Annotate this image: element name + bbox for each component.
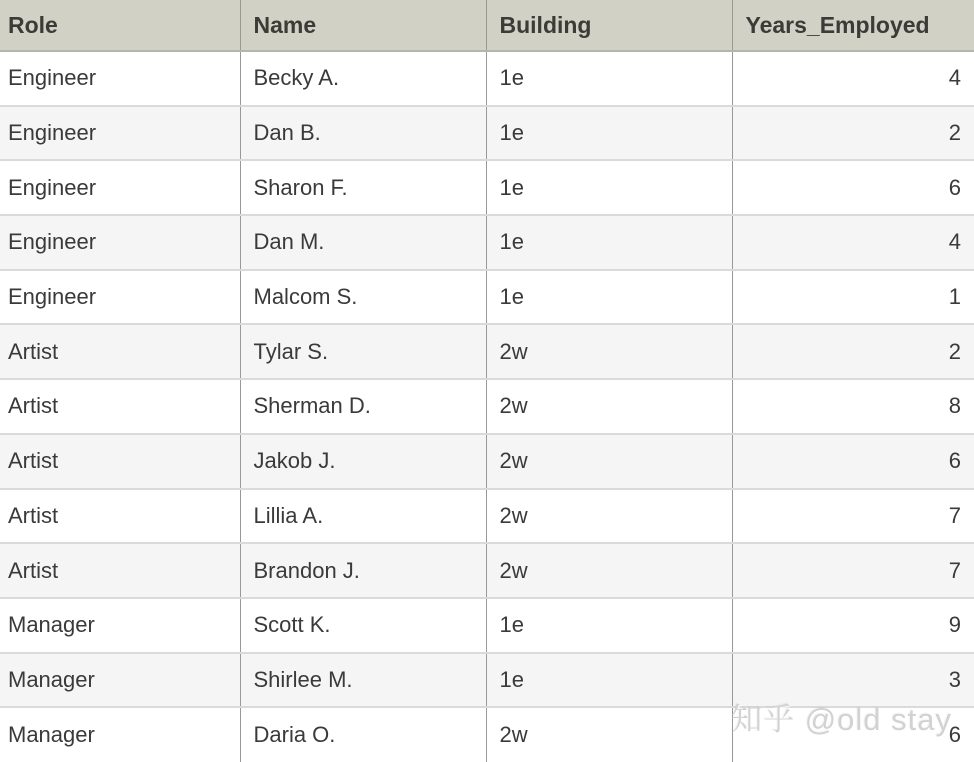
cell-role: Artist bbox=[0, 434, 240, 489]
cell-years-employed: 7 bbox=[732, 489, 974, 544]
cell-building: 1e bbox=[486, 270, 732, 325]
cell-building: 2w bbox=[486, 324, 732, 379]
cell-building: 1e bbox=[486, 51, 732, 106]
cell-building: 1e bbox=[486, 653, 732, 708]
table-row bbox=[0, 51, 974, 106]
cell-building: 1e bbox=[486, 215, 732, 270]
column-header-role: Role bbox=[0, 0, 240, 51]
table-row bbox=[0, 324, 974, 379]
cell-building: 2w bbox=[486, 707, 732, 762]
cell-building: 2w bbox=[486, 489, 732, 544]
cell-years-employed: 6 bbox=[732, 707, 974, 762]
watermark: 知乎 @old stay bbox=[731, 702, 952, 737]
cell-years-employed: 2 bbox=[732, 324, 974, 379]
cell-role: Manager bbox=[0, 707, 240, 762]
cell-role: Engineer bbox=[0, 106, 240, 161]
cell-role: Manager bbox=[0, 653, 240, 708]
table-row bbox=[0, 160, 974, 215]
cell-years-employed: 6 bbox=[732, 160, 974, 215]
cell-name: Jakob J. bbox=[240, 434, 486, 489]
cell-years-employed: 9 bbox=[732, 598, 974, 653]
column-header-building: Building bbox=[486, 0, 732, 51]
table-row bbox=[0, 270, 974, 325]
cell-name: Scott K. bbox=[240, 598, 486, 653]
cell-name: Becky A. bbox=[240, 51, 486, 106]
cell-name: Brandon J. bbox=[240, 543, 486, 598]
table-header bbox=[0, 0, 974, 51]
cell-role: Manager bbox=[0, 598, 240, 653]
cell-role: Engineer bbox=[0, 51, 240, 106]
table-row bbox=[0, 489, 974, 544]
table-row bbox=[0, 707, 974, 762]
cell-years-employed: 4 bbox=[732, 215, 974, 270]
cell-role: Artist bbox=[0, 379, 240, 434]
cell-years-employed: 3 bbox=[732, 653, 974, 708]
cell-building: 1e bbox=[486, 106, 732, 161]
cell-name: Dan B. bbox=[240, 106, 486, 161]
cell-years-employed: 2 bbox=[732, 106, 974, 161]
cell-name: Daria O. bbox=[240, 707, 486, 762]
column-header-years-employed: Years_Employed bbox=[732, 0, 974, 51]
table-row bbox=[0, 434, 974, 489]
cell-name: Lillia A. bbox=[240, 489, 486, 544]
cell-name: Sharon F. bbox=[240, 160, 486, 215]
table-row bbox=[0, 543, 974, 598]
cell-building: 2w bbox=[486, 379, 732, 434]
table-body bbox=[0, 51, 974, 762]
cell-role: Engineer bbox=[0, 270, 240, 325]
cell-name: Shirlee M. bbox=[240, 653, 486, 708]
cell-years-employed: 8 bbox=[732, 379, 974, 434]
cell-name: Tylar S. bbox=[240, 324, 486, 379]
cell-years-employed: 1 bbox=[732, 270, 974, 325]
column-header-name: Name bbox=[240, 0, 486, 51]
cell-years-employed: 4 bbox=[732, 51, 974, 106]
cell-role: Engineer bbox=[0, 160, 240, 215]
table-row bbox=[0, 598, 974, 653]
cell-years-employed: 7 bbox=[732, 543, 974, 598]
cell-building: 2w bbox=[486, 543, 732, 598]
cell-years-employed: 6 bbox=[732, 434, 974, 489]
cell-building: 2w bbox=[486, 434, 732, 489]
cell-name: Sherman D. bbox=[240, 379, 486, 434]
table-row bbox=[0, 379, 974, 434]
table-row bbox=[0, 106, 974, 161]
cell-role: Artist bbox=[0, 489, 240, 544]
header-row bbox=[0, 0, 974, 51]
cell-building: 1e bbox=[486, 598, 732, 653]
cell-building: 1e bbox=[486, 160, 732, 215]
cell-name: Malcom S. bbox=[240, 270, 486, 325]
cell-name: Dan M. bbox=[240, 215, 486, 270]
cell-role: Artist bbox=[0, 324, 240, 379]
table-row bbox=[0, 215, 974, 270]
cell-role: Engineer bbox=[0, 215, 240, 270]
table-row bbox=[0, 653, 974, 708]
cell-role: Artist bbox=[0, 543, 240, 598]
